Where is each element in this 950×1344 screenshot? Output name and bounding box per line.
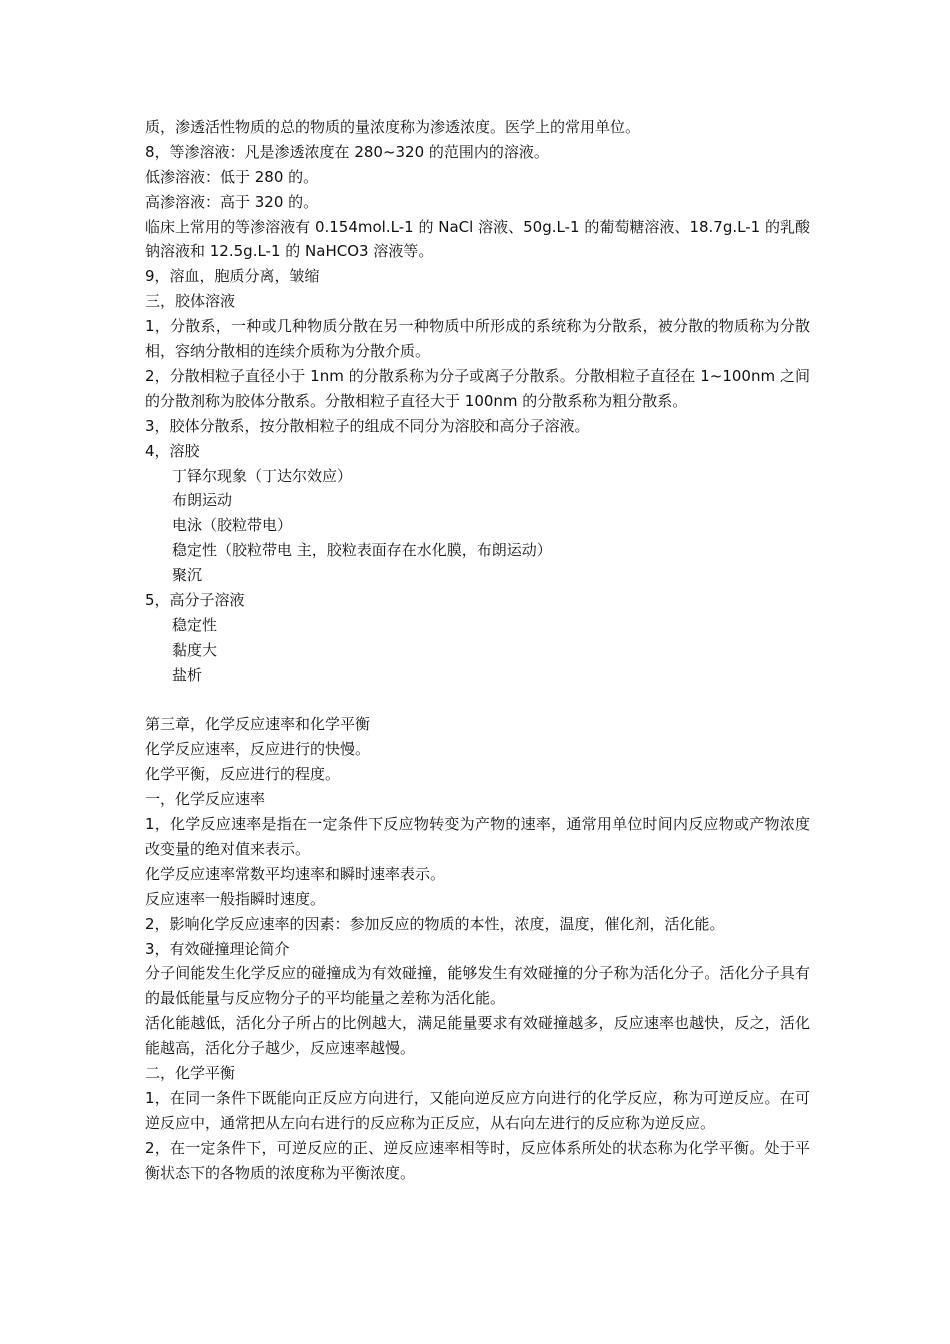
text-line: 化学反应速率常数平均速率和瞬时速率表示。 bbox=[145, 864, 446, 883]
list-item: 电泳（胶粒带电） bbox=[172, 516, 293, 535]
section-heading: 一，化学反应速率 bbox=[145, 790, 266, 809]
section-heading: 三，胶体溶液 bbox=[145, 292, 236, 311]
text-line: 9，溶血，胞质分离，皱缩 bbox=[145, 267, 320, 286]
document-page bbox=[145, 115, 810, 1186]
text-line: 质，渗透活性物质的总的物质的量浓度称为渗透浓度。医学上的常用单位。 bbox=[145, 118, 641, 136]
text-paragraph: 临床上常用的等渗溶液有 0.154mol.L-1 的 NaCl 溶液、50g.L-1 的葡萄糖溶液、18.7g.L-1 的乳酸钠溶液和 12.5g.L-1 的 NaHCO3 溶液等。 bbox=[145, 217, 810, 261]
text-line: 低渗溶液：低于 280 的。 bbox=[145, 167, 319, 186]
section-heading: 二，化学平衡 bbox=[145, 1064, 236, 1083]
text-line: 3，胶体分散系，按分散相粒子的组成不同分为溶胶和高分子溶液。 bbox=[145, 416, 590, 435]
text-line: 3，有效碰撞理论简介 bbox=[145, 939, 290, 958]
blank-line bbox=[145, 688, 810, 713]
list-item: 稳定性 bbox=[172, 615, 218, 634]
text-paragraph: 活化能越低，活化分子所占的比例越大，满足能量要求有效碰撞越多，反应速率也越快，反之，活化能越高，活化分子越少，反应速率越慢。 bbox=[145, 1014, 810, 1058]
text-paragraph: 1，分散系，一种或几种物质分散在另一种物质中所形成的系统称为分散系，被分散的物质称为分散相，容纳分散相的连续介质称为分散介质。 bbox=[145, 317, 810, 361]
list-item: 盐析 bbox=[172, 665, 203, 684]
list-item: 稳定性（胶粒带电 主，胶粒表面存在水化膜，布朗运动） bbox=[172, 541, 552, 560]
text-paragraph: 1，化学反应速率是指在一定条件下反应物转变为产物的速率，通常用单位时间内反应物或产物浓度改变量的绝对值来表示。 bbox=[145, 815, 810, 858]
list-item: 丁铎尔现象（丁达尔效应） bbox=[172, 466, 353, 485]
text-line: 化学反应速率，反应进行的快慢。 bbox=[145, 740, 371, 759]
text-line: 化学平衡，反应进行的程度。 bbox=[145, 765, 341, 784]
text-paragraph: 分子间能发生化学反应的碰撞成为有效碰撞，能够发生有效碰撞的分子称为活化分子。活化分子具有的最低能量与反应物分子的平均能量之差称为活化能。 bbox=[145, 964, 810, 1008]
text-line: 4，溶胶 bbox=[145, 441, 200, 460]
list-item: 聚沉 bbox=[172, 566, 203, 585]
list-item: 布朗运动 bbox=[172, 491, 233, 510]
list-item: 黏度大 bbox=[172, 640, 218, 659]
text-line: 高渗溶液：高于 320 的。 bbox=[145, 192, 319, 211]
chapter-heading: 第三章，化学反应速率和化学平衡 bbox=[145, 715, 371, 734]
text-paragraph: 1，在同一条件下既能向正反应方向进行，又能向逆反应方向进行的化学反应，称为可逆反应。在可逆反应中，通常把从左向右进行的反应称为正反应，从右向左进行的反应称为逆反应。 bbox=[145, 1088, 810, 1132]
text-paragraph: 2，在一定条件下，可逆反应的正、逆反应速率相等时，反应体系所处的状态称为化学平衡。处于平衡状态下的各物质的浓度称为平衡浓度。 bbox=[145, 1138, 810, 1182]
text-line: 2，影响化学反应速率的因素：参加反应的物质的本性，浓度，温度，催化剂，活化能。 bbox=[145, 914, 725, 933]
text-paragraph: 2，分散相粒子直径小于 1nm 的分散系称为分子或离子分散系。分散相粒子直径在 1~100nm 之间的分散剂称为胶体分散系。分散相粒子直径大于 100nm 的分散系称为粗分散系。 bbox=[145, 366, 810, 410]
text-line: 5，高分子溶液 bbox=[145, 591, 245, 610]
text-line: 反应速率一般指瞬时速度。 bbox=[145, 889, 326, 908]
text-line: 8，等渗溶液：凡是渗透浓度在 280~320 的范围内的溶液。 bbox=[145, 142, 549, 161]
